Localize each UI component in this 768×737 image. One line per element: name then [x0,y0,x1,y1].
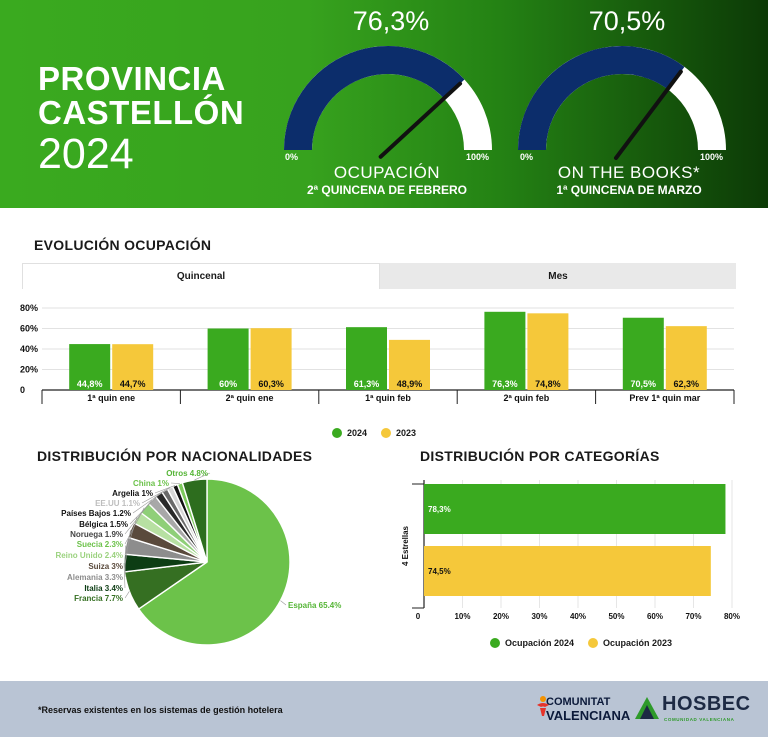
pie-leader-line [280,601,286,605]
x-tick-label: 10% [454,612,471,621]
cv-logo-line1: COMUNITAT [546,696,611,708]
pie-slice-label: Suiza 3% [88,562,123,571]
legend-ocupacion-2023[interactable] [588,638,672,648]
tab-quincenal[interactable]: Quincenal [22,263,380,289]
category-label: 1ª quin feb [365,393,411,403]
legend-ocupacion-2024-label: Ocupación 2024 [505,638,575,648]
y-tick-label: 60% [20,323,39,334]
legend-2024[interactable] [332,428,367,438]
period-tabs [22,263,736,289]
title-line-1: PROVINCIA [38,60,226,97]
gauge-1-sublabel: 2ª QUINCENA DE FEBRERO [306,183,467,197]
legend-2023-label: 2023 [396,428,417,438]
pie-slice-label: Suecia 2.3% [76,540,123,549]
y-tick-label: 40% [20,344,39,354]
hbar-0[interactable] [424,484,725,534]
footnote: *Reservas existentes en los sistemas de gestión hotelera [38,705,283,715]
x-tick-label: 20% [492,612,510,621]
category-label: 1ª quin ene [87,393,136,403]
category-bar-chart [380,474,750,626]
footer [0,681,768,737]
x-tick-label: 40% [569,612,587,621]
hbar-data-label: 78,3% [428,505,451,514]
gauge-1-fill [284,46,464,150]
pie-slice-label: Otros 4.8% [166,469,208,478]
y-tick-label: 0 [20,385,26,395]
section-title-categorias: DISTRIBUCIÓN POR CATEGORÍAS [420,448,660,464]
gauge-1-label: OCUPACIÓN [333,163,441,182]
section-title-nacionalidades: DISTRIBUCIÓN POR NACIONALIDADES [37,448,313,464]
hosbec-triangle-icon [634,695,660,721]
legend-ocupacion-2023-label: Ocupación 2023 [603,638,673,648]
pie-slice-label: EE.UU 1.1% [95,499,140,508]
pie-leader-line [171,483,180,484]
gauge-1-needle [381,84,460,157]
legend-ocupacion-2023-swatch [588,638,598,648]
pie-slice-label: Francia 7.7% [74,594,123,603]
evolution-bar-chart [0,296,768,414]
category-label: Prev 1ª quin mar [629,393,701,403]
x-tick-label: 30% [531,612,548,621]
x-tick-label: 0 [415,612,421,621]
evolution-legend [332,428,430,438]
legend-2024-swatch [332,428,342,438]
legend-2023[interactable] [381,428,416,438]
legend-2023-swatch [381,428,391,438]
title-line-2: CASTELLÓN [38,94,245,131]
gauge-2-needle [616,72,681,158]
bar-data-label: 44,8% [76,379,103,389]
bar-data-label: 60,3% [258,379,284,389]
pie-slice-label: China 1% [132,479,169,488]
gauge-2-min: 0% [520,152,534,162]
bar-data-label: 70,5% [630,379,657,389]
cv-logo-line2: VALENCIANA [546,708,631,723]
gauge-1-value: 76,3% [352,6,430,36]
bar-data-label: 44,7% [119,379,146,389]
bar-data-label: 76,3% [492,379,518,389]
bar-data-label: 62,3% [673,379,700,389]
tab-mes[interactable]: Mes [380,263,736,289]
bar-data-label: 74,8% [535,379,561,389]
category-axis-label: 4 Estrellas [401,525,410,567]
pie-slice-label: Noruega 1.9% [70,530,123,539]
legend-ocupacion-2024-swatch [490,638,500,648]
pie-slice-label: España 65.4% [288,601,342,610]
section-title-evolucion: EVOLUCIÓN OCUPACIÓN [34,237,212,253]
bar-data-label: 61,3% [353,379,380,389]
bar-data-label: 60% [219,379,238,389]
x-tick-label: 60% [646,612,664,621]
pie-slice-label: Italia 3.4% [84,584,123,593]
hosbec-text: HOSBEC [662,693,751,715]
cv-logo-text [546,696,630,722]
pie-leader-line [125,591,129,598]
category-label: 2ª quin ene [225,393,274,403]
y-tick-label: 20% [20,364,39,375]
gauge-2-sublabel: 1ª QUINCENA DE MARZO [556,183,702,197]
legend-ocupacion-2024[interactable] [490,638,574,648]
gauge-2-max: 100% [700,152,724,162]
title-year: 2024 [38,130,134,178]
pie-slice-label: Reino Unido 2.4% [55,551,123,560]
gauge-2-label: ON THE BOOKS* [557,163,701,182]
hosbec-logo [634,691,751,729]
pie-slice-label: Argelia 1% [112,489,153,498]
hbar-1[interactable] [424,546,711,596]
hbar-data-label: 74,5% [428,567,451,576]
x-tick-label: 50% [608,612,625,621]
y-tick-label: 80% [20,303,39,313]
pie-slice-label: Países Bajos 1.2% [61,509,131,518]
nationality-pie-chart [0,466,390,676]
hosbec-subtext: COMUNIDAD VALENCIANA [664,717,735,722]
category-legend [490,638,686,648]
pie-slice-label: Alemania 3.3% [66,573,123,582]
category-label: 2ª quin feb [503,393,550,403]
gauge-2-value: 70,5% [588,6,666,36]
gauge-1-min: 0% [285,152,299,162]
gauge-1-max: 100% [466,152,490,162]
header-banner [0,0,768,208]
bar-data-label: 48,9% [396,379,423,389]
comunitat-valenciana-logo [536,689,632,729]
x-tick-label: 70% [685,612,702,621]
pie-slice-label: Bélgica 1.5% [79,520,128,529]
legend-2024-label: 2024 [347,428,368,438]
x-tick-label: 80% [723,612,741,621]
